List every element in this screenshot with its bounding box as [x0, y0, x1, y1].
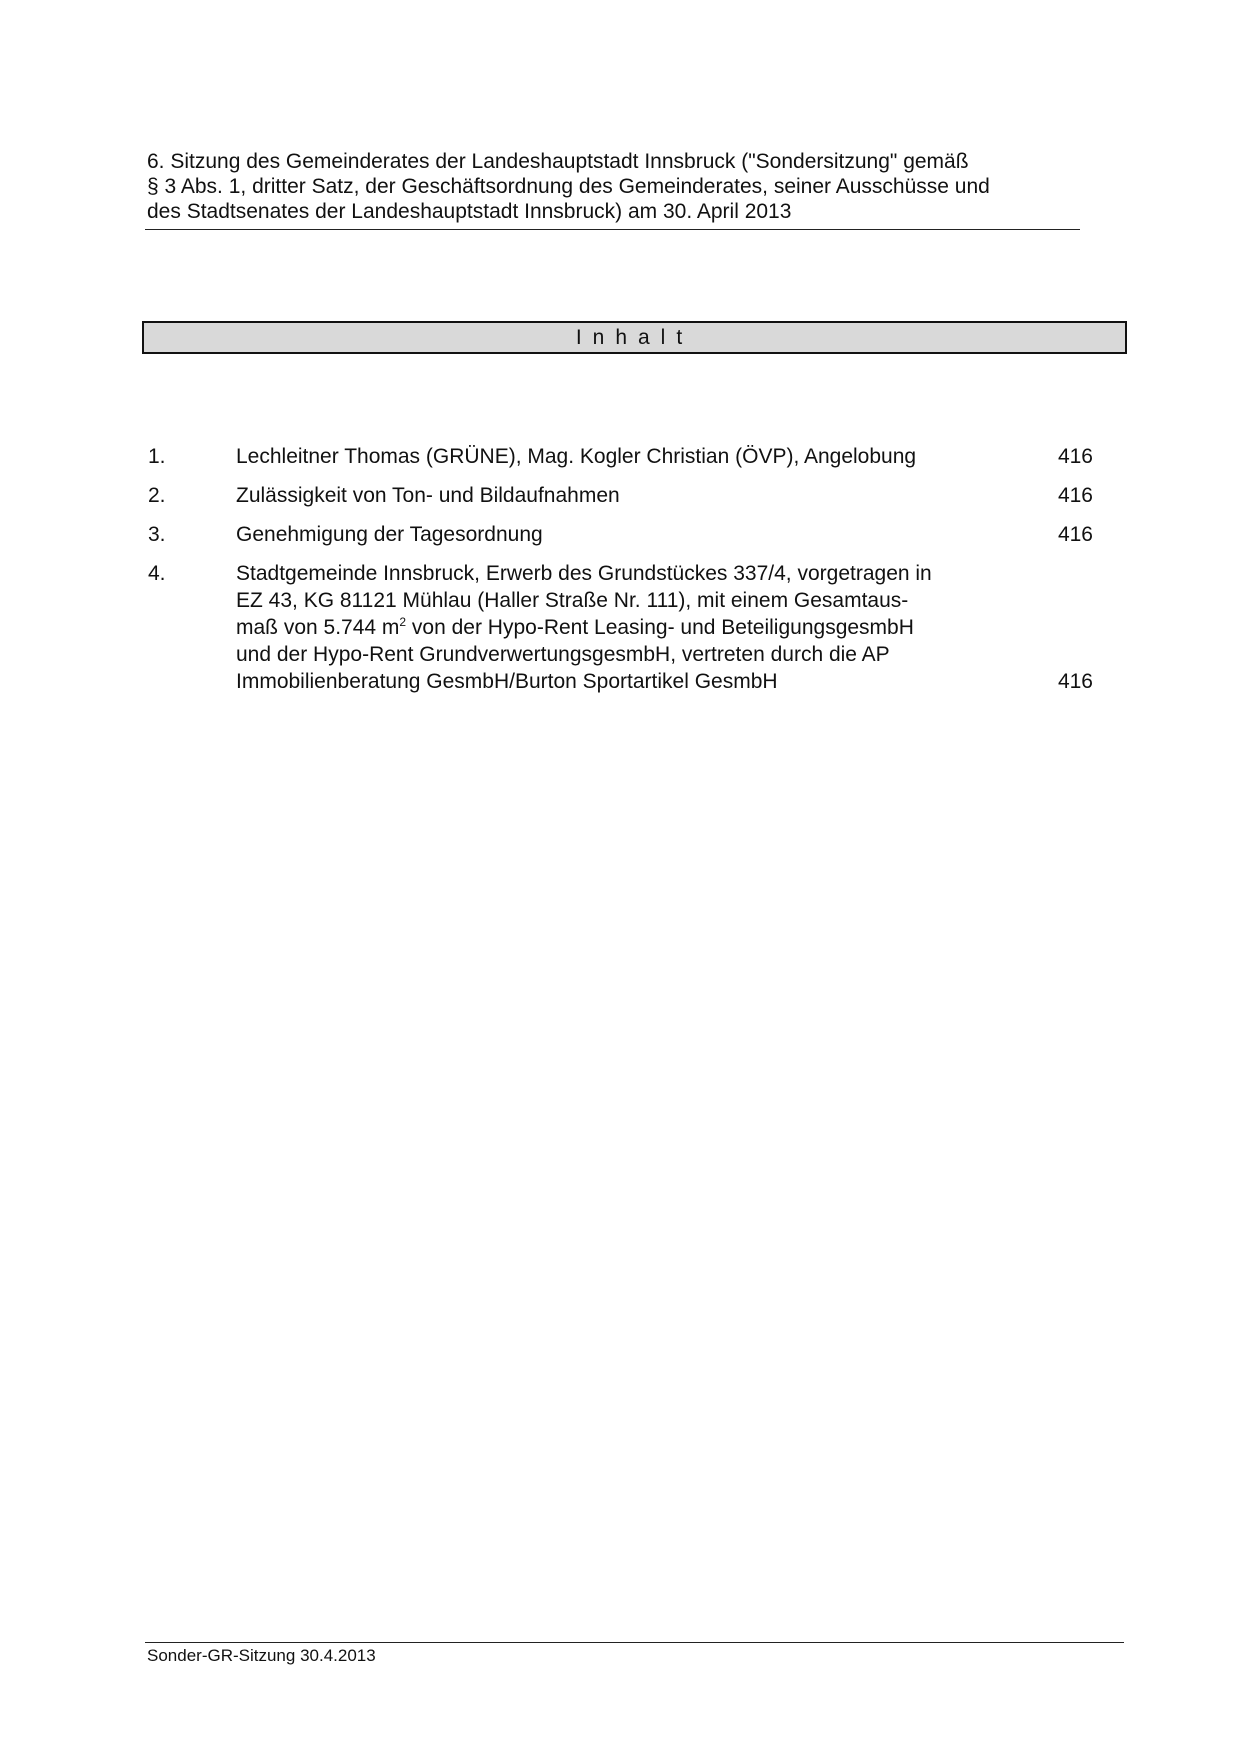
toc-number: 3. [148, 523, 166, 546]
toc-page: 416 [1057, 445, 1093, 468]
toc-page: 416 [1057, 670, 1093, 693]
toc-number: 4. [148, 562, 166, 585]
session-title-line: 6. Sitzung des Gemeinderates der Landeshauptstadt Innsbruck ("Sondersitzung" gemäß [147, 150, 969, 173]
toc-title-line: EZ 43, KG 81121 Mühlau (Haller Straße Nr. 111), mit einem Gesamtaus- [236, 589, 909, 612]
toc-title-line: Stadtgemeinde Innsbruck, Erwerb des Grundstückes 337/4, vorgetragen in [236, 562, 932, 585]
toc-title-line: und der Hypo-Rent GrundverwertungsgesmbH, vertreten durch die AP [236, 643, 890, 666]
toc-page: 416 [1057, 484, 1093, 507]
toc-number: 2. [148, 484, 166, 507]
toc-entry[interactable] [148, 443, 1093, 470]
session-title-line: des Stadtsenates der Landeshauptstadt Innsbruck) am 30. April 2013 [147, 200, 792, 223]
toc-entry[interactable] [148, 521, 1093, 548]
contents-heading: Inhalt [142, 321, 1127, 354]
superscript: 2 [399, 615, 407, 629]
toc-title: Genehmigung der Tagesordnung [236, 523, 543, 546]
toc-title: Lechleitner Thomas (GRÜNE), Mag. Kogler Christian (ÖVP), Angelobung [236, 445, 917, 468]
footer-text: Sonder-GR-Sitzung 30.4.2013 [147, 1646, 376, 1665]
toc-entry[interactable] [148, 560, 1093, 695]
toc-entry[interactable] [148, 482, 1093, 509]
session-title [147, 149, 1087, 224]
header-divider [145, 229, 1080, 230]
footer-divider [145, 1642, 1124, 1643]
toc-title-fragment: maß von 5.744 m [236, 616, 400, 639]
toc-page: 416 [1057, 523, 1093, 546]
toc-title: Zulässigkeit von Ton- und Bildaufnahmen [236, 484, 620, 507]
session-title-line: § 3 Abs. 1, dritter Satz, der Geschäftsordnung des Gemeinderates, seiner Ausschüsse und [147, 175, 990, 198]
toc-number: 1. [148, 445, 166, 468]
toc-title [236, 560, 1011, 695]
toc-title-line [236, 614, 1011, 641]
toc-title-line: Immobilienberatung GesmbH/Burton Sportartikel GesmbH [236, 670, 778, 693]
table-of-contents [148, 443, 1093, 707]
toc-title-fragment: von der Hypo-Rent Leasing- und BeteiligungsgesmbH [406, 616, 914, 639]
